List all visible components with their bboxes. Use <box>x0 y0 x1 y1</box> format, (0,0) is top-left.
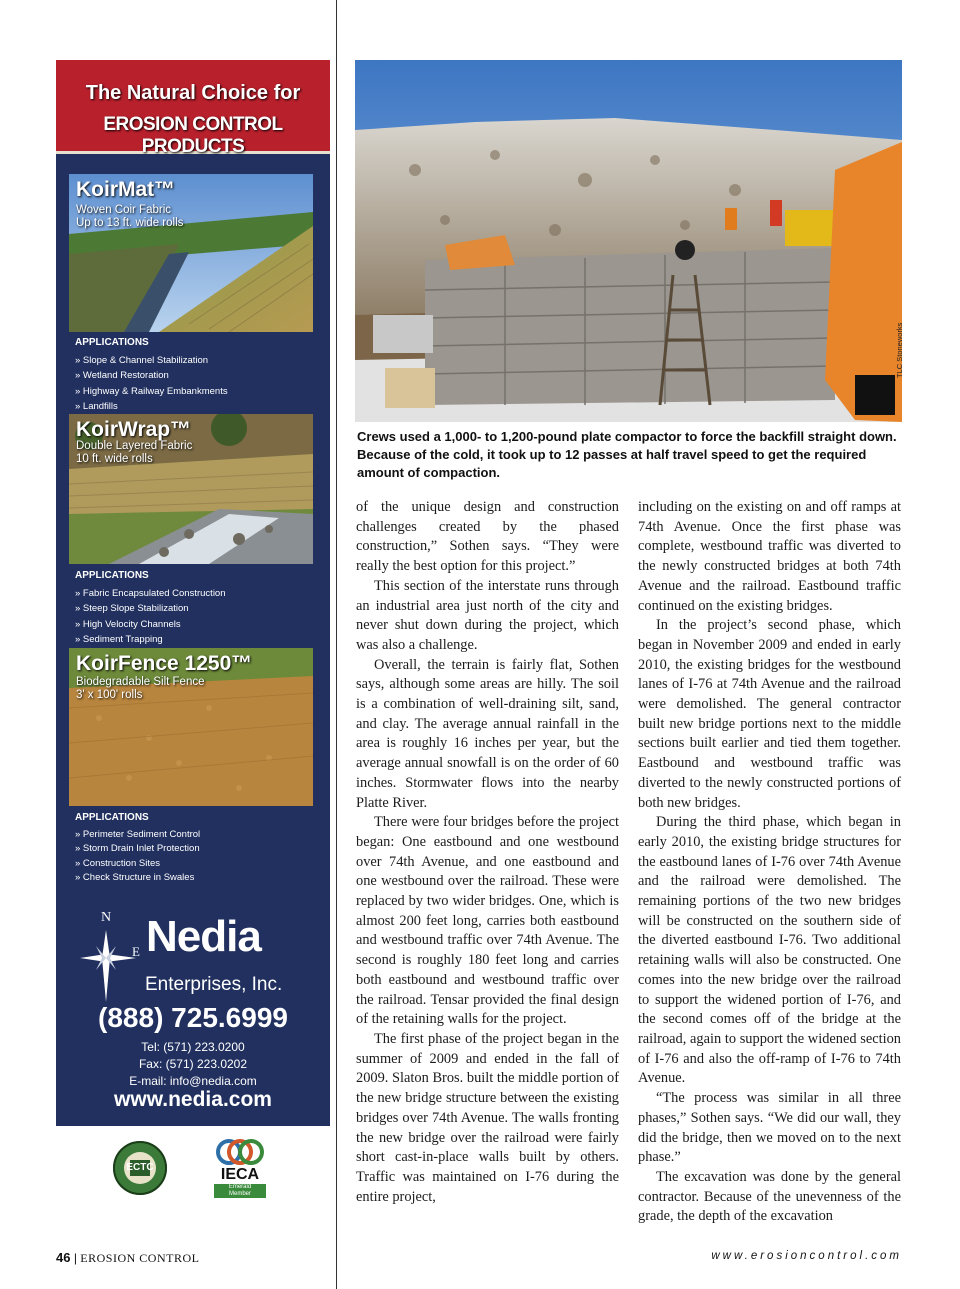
ad-header <box>56 60 330 157</box>
nedia-fax: Fax: (571) 223.0202 <box>138 1057 248 1071</box>
app-item: » Check Structure in Swales <box>75 872 195 884</box>
apps-heading: APPLICATIONS <box>75 570 149 581</box>
app-item: » Sediment Trapping <box>75 633 163 645</box>
article-paragraph: This section of the interstate runs through an industrial area just north of the city and never shut down during the project, which was also a challenge. <box>356 577 619 653</box>
article-paragraph: In the project’s second phase, which began in November 2009 and ended in early 2010, the existing bridges for the westbound lanes of I-76 at 74th Avenue and the railroad were demolished. The general contractor built new bridge portions next to the middle sections built earlier and tied them together. Eastbound and westbound traffic was diverted to the newly constructed portions of both new bridges. <box>638 617 901 811</box>
koirmat-sub1: Woven Coir Fabric <box>76 204 172 216</box>
photo-caption: Crews used a 1,000- to 1,200-pound plate compactor to force the backfill straight down. Because of the cold, it took up to 12 passes at half travel speed to get the required amount of compaction. <box>357 429 897 480</box>
ad-header-line1: The Natural Choice for <box>85 82 301 104</box>
nedia-email[interactable]: E-mail: info@nedia.com <box>129 1074 257 1088</box>
app-item: » Perimeter Sediment Control <box>75 829 201 840</box>
koirwrap-sub1: Double Layered Fabric <box>76 440 193 452</box>
construction-photo <box>355 60 902 422</box>
article-paragraph: “The process was similar in all three phases,” Sothen says. “We did our wall, they did the bridge, then we moved on to the next phase.” <box>638 1090 901 1166</box>
koirfence-sub2: 3' x 100' rolls <box>76 689 143 701</box>
app-item: » Highway & Railway Embankments <box>75 385 228 397</box>
koirwrap-title: KoirWrap™ <box>76 418 192 441</box>
koirmat-sub2: Up to 13 ft. wide rolls <box>76 217 184 229</box>
compass-north-label: N <box>101 910 112 925</box>
article-paragraph: including on the existing on and off ramps at 74th Avenue. Once the first phase was complete, westbound traffic was diverted to the newly constructed bridges at both 74th Avenue and the railroad. Eastbound traffic continued on the existing bridges. <box>638 499 901 614</box>
app-item: » High Velocity Channels <box>75 618 181 630</box>
ieca-badge-line2: Member <box>228 1191 251 1197</box>
app-item: » Storm Drain Inlet Protection <box>75 843 200 855</box>
article-paragraph: The first phase of the project began in the summer of 2009 and ended in the fall of 2009. Slaton Bros. built the middle portion of the new bridge structure between the existing bridges over 74th Avenue. The walls fronting the new bridge over the railroad were fairly short cast-in-place walls built by others. Traffic was maintained on I-76 during the entire project, <box>356 1030 619 1205</box>
koirmat-photo <box>69 174 313 332</box>
article-paragraph: The excavation was done by the general contractor. Because of the unevenness of the grade, the depth of the excavation <box>638 1168 901 1225</box>
compass-east-label: E <box>132 944 140 959</box>
app-item: » Fabric Encapsulated Construction <box>75 588 226 599</box>
apps-heading: APPLICATIONS <box>75 812 149 823</box>
app-item: » Construction Sites <box>75 857 161 869</box>
koirwrap-photo <box>69 414 313 564</box>
koirfence-title: KoirFence 1250™ <box>76 652 253 675</box>
article-paragraph: There were four bridges before the project began: One eastbound and one westbound over 74th Avenue, and one eastbound and one westbound over the railroad. These were replaced by two wider bridges. One, which is almost 200 feet long, carries both eastbound and westbound traffic over 74th Avenue. The second is roughly 180 feet long and carries both eastbound and westbound traffic over the railroad. Tensar provided the final design of the retaining walls for the project. <box>356 814 619 1028</box>
article-column-1 <box>356 498 619 1207</box>
nedia-logo-text: Nedia <box>146 912 261 961</box>
app-item: » Steep Slope Stabilization <box>75 603 189 615</box>
article-paragraph: Overall, the terrain is fairly flat, Sothen says, although some areas are hilly. The soil is a combination of well-draining silt, sand, and clay. The average annual rainfall in the area is roughly 16 inches per year, but the average annual snowfall is on the order of 60 inches. Stormwater flows into the nearby Platte River. <box>356 656 619 811</box>
koirmat-title: KoirMat™ <box>76 178 176 201</box>
app-item: » Slope & Channel Stabilization <box>75 355 209 366</box>
article-paragraph: During the third phase, which began in early 2010, the existing bridge structures for the eastbound lanes of I-76 over 74th Avenue and the railroad were demolished. The remaining portions of the two new bridges will be constructed on the southern side of the diverted eastbound I-76. Two additional retaining walls will also be constructed. One comes into the new bridge over the railroad to support the widened portion of I-76, and the second comes off of the bridge at the railroad, again to support the widened section of I-76 and also the off-ramp of I-76 to 74th Avenue. <box>638 814 901 1087</box>
page-folio <box>56 1250 199 1266</box>
footer-website[interactable]: www.erosioncontrol.com <box>711 1250 902 1262</box>
koirfence-applications <box>75 812 200 886</box>
apps-heading: APPLICATIONS <box>75 337 149 348</box>
article-paragraph: of the unique design and construction challenges created by the phased construction,” Sothen says. “They were really the best option for this project.” <box>356 499 619 575</box>
koirfence-photo <box>69 648 313 806</box>
app-item: » Wetland Restoration <box>75 370 169 382</box>
koirwrap-sub2: 10 ft. wide rolls <box>76 453 153 465</box>
folio-separator: | <box>73 1251 77 1265</box>
nedia-phone[interactable]: (888) 725.6999 <box>98 1002 288 1033</box>
ieca-logo <box>205 1138 275 1198</box>
ad-header-line2: EROSION CONTROL PRODUCTS <box>103 114 283 157</box>
koirmat-applications <box>75 337 228 414</box>
ectc-text: ECTC <box>126 1162 154 1173</box>
article-column-2 <box>638 498 901 1227</box>
photo-credit: TLC Stoneworks <box>895 322 904 378</box>
ectc-logo <box>112 1140 168 1196</box>
koirwrap-applications <box>75 570 226 647</box>
nedia-advertisement[interactable] <box>56 60 330 1126</box>
app-item: » Landfills <box>75 400 118 412</box>
nedia-contact-block <box>56 902 330 1126</box>
nedia-subtitle: Enterprises, Inc. <box>145 974 283 995</box>
koirfence-sub1: Biodegradable Silt Fence <box>76 676 205 688</box>
publication-name: EROSION CONTROL <box>80 1251 200 1265</box>
ieca-text: IECA <box>220 1166 260 1183</box>
page-number: 46 <box>56 1250 71 1265</box>
ieca-emerald-badge <box>214 1184 266 1198</box>
nedia-tel: Tel: (571) 223.0200 <box>141 1040 245 1054</box>
column-rule <box>336 0 337 1289</box>
ieca-badge-line1: Emerald <box>228 1184 252 1190</box>
nedia-website-link[interactable]: www.nedia.com <box>114 1088 272 1111</box>
